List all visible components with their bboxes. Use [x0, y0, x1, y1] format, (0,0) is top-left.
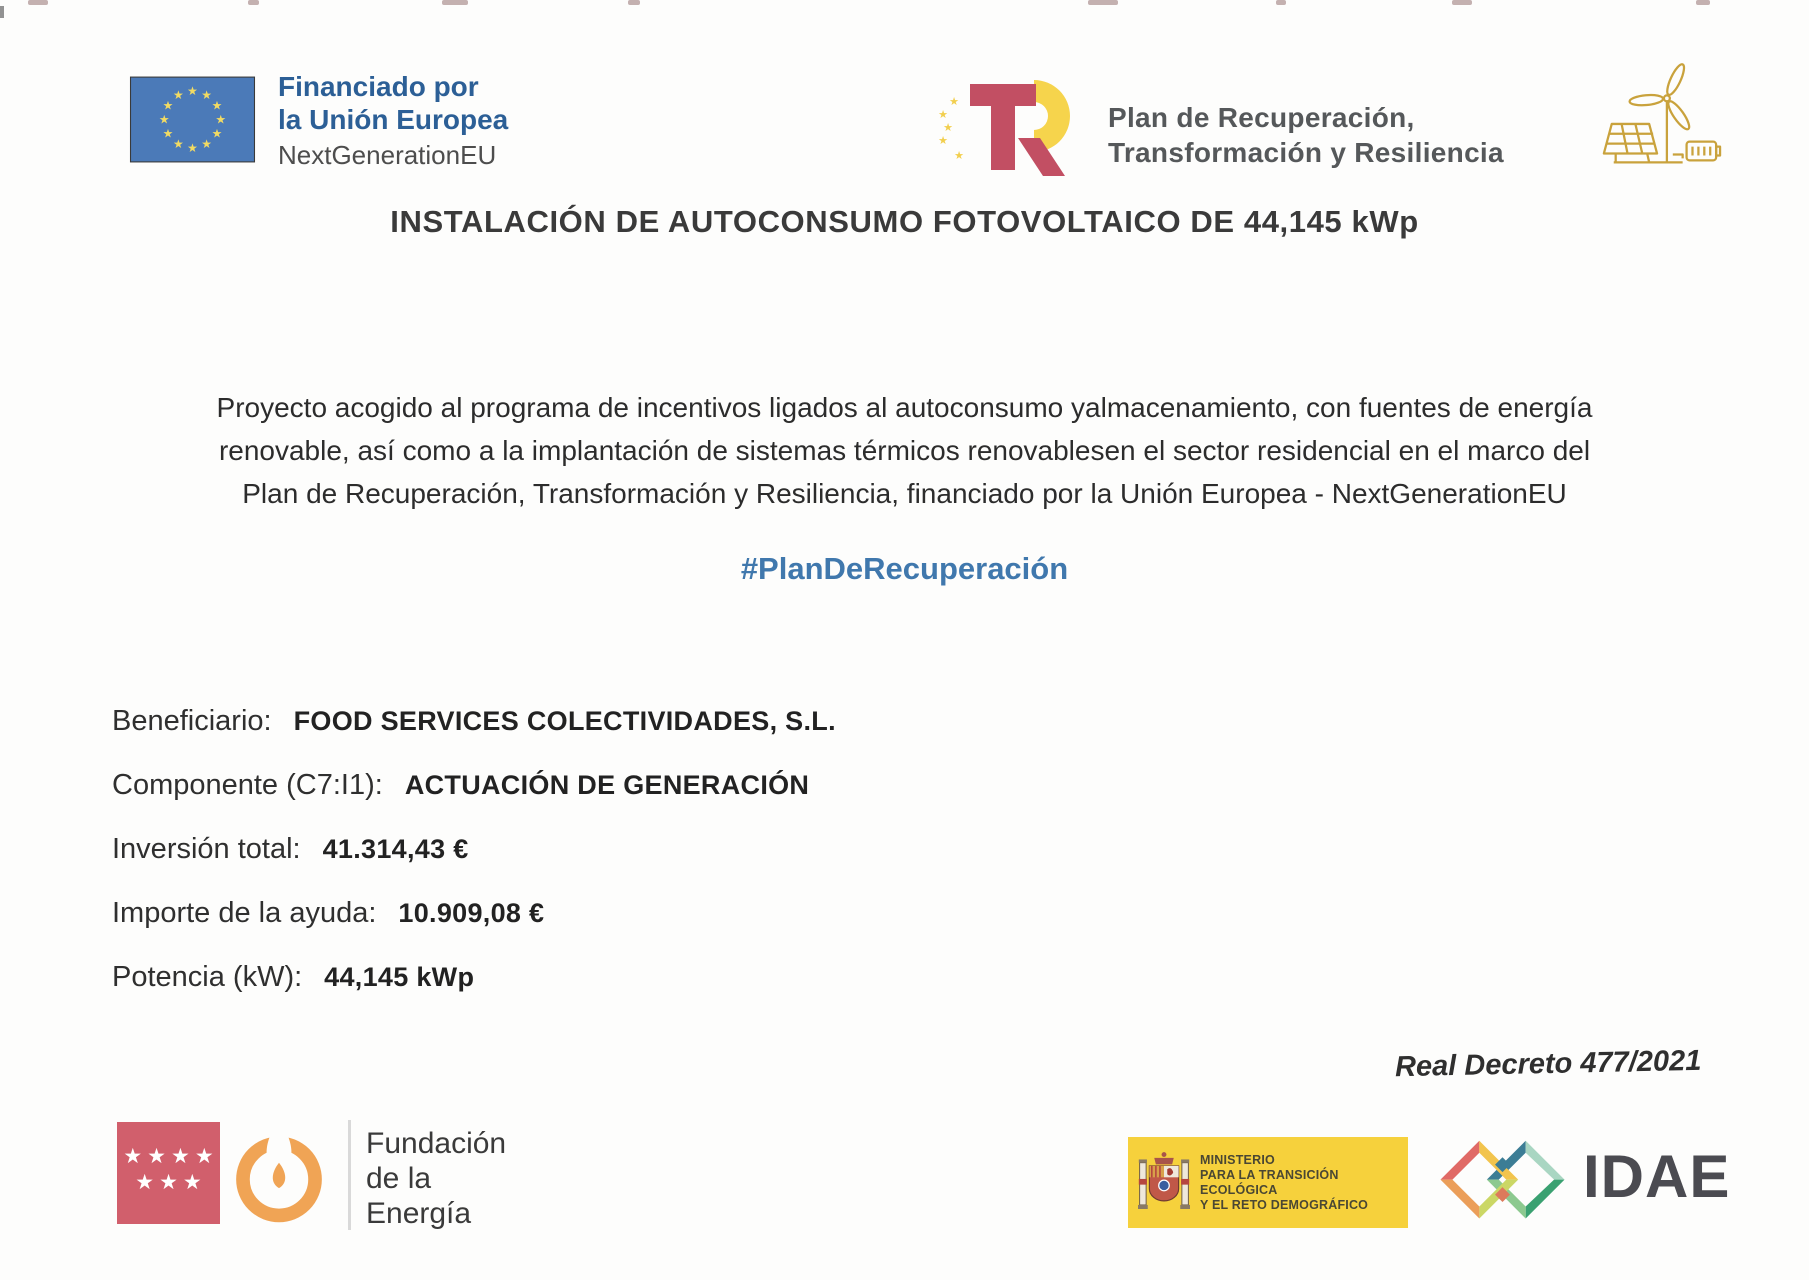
field-value: 44,145 kWp: [324, 962, 475, 992]
field-label: Componente (C7:I1):: [112, 769, 383, 801]
spain-coat-of-arms-icon: [1138, 1147, 1190, 1219]
fundacion-line2: de la: [366, 1162, 432, 1195]
project-fields: [112, 705, 836, 1025]
field-row-importe: [112, 897, 836, 928]
idae-label: IDAE: [1583, 1143, 1731, 1210]
idae-logo-icon: [1433, 1130, 1575, 1230]
ministerio-line2: PARA LA TRANSICIÓN ECOLÓGICA: [1200, 1167, 1339, 1197]
description-line2: renovable, así como a la implantación de sistemas térmicos renovablesen el sector residencial en el marco del: [218, 435, 1591, 466]
field-label: Inversión total:: [112, 833, 301, 865]
prtr-line1: Plan de Recuperación,: [1108, 102, 1415, 133]
field-value: ACTUACIÓN DE GENERACIÓN: [404, 770, 810, 800]
document-title: INSTALACIÓN DE AUTOCONSUMO FOTOVOLTAICO DE 44,145 kWp: [390, 204, 1419, 239]
field-row-beneficiario: [112, 705, 836, 736]
eu-flag-star-icon: ★: [201, 88, 212, 103]
eu-flag-star-icon: ★: [211, 98, 223, 113]
fundacion-energia-icon: [230, 1118, 328, 1230]
eu-flag-star-icon: ★: [158, 112, 170, 127]
eu-funding-line3: NextGenerationEU: [278, 140, 497, 170]
eu-flag-star-icon: ★: [201, 136, 212, 151]
field-row-componente: [112, 769, 836, 800]
prtr-line2: Transformación y Resiliencia: [1108, 137, 1504, 168]
hashtag: #PlanDeRecuperación: [740, 551, 1069, 586]
eu-flag-star-icon: ★: [162, 98, 174, 113]
eu-flag-star-icon: ★: [187, 140, 198, 155]
decree-reference: Real Decreto 477/2021: [1394, 1044, 1702, 1084]
ministerio-line3: Y EL RETO DEMOGRÁFICO: [1200, 1197, 1369, 1212]
madrid-flag-logo: [117, 1122, 220, 1224]
scan-corner-mark: [0, 6, 4, 18]
field-row-potencia: [112, 961, 836, 992]
field-value: FOOD SERVICES COLECTIVIDADES, S.L.: [293, 706, 836, 736]
logo-divider: [348, 1120, 351, 1230]
prtr-star-icon: ★: [938, 135, 948, 147]
field-label: Potencia (kW):: [112, 961, 303, 993]
prtr-star-icon: ★: [949, 96, 959, 108]
fundacion-line1: Fundación: [366, 1127, 507, 1160]
ministerio-label: [1200, 1153, 1408, 1213]
ministerio-line1: MINISTERIO: [1200, 1152, 1275, 1167]
fundacion-line3: Energía: [366, 1197, 472, 1230]
description-line1: Proyecto acogido al programa de incentivos ligados al autoconsumo yalmacenamiento, con fuentes de energía: [216, 392, 1593, 423]
field-row-inversion: [112, 833, 836, 864]
field-label: Beneficiario:: [112, 705, 272, 737]
eu-funding-line2: la Unión Europea: [278, 104, 509, 135]
prtr-star-icon: ★: [954, 150, 964, 162]
eu-flag-star-icon: ★: [187, 84, 198, 99]
field-value: 10.909,08 €: [398, 898, 545, 928]
eu-flag-star-icon: ★: [215, 112, 227, 127]
eu-flag-star-icon: ★: [162, 126, 174, 141]
eu-flag-icon: [127, 76, 258, 163]
field-label: Importe de la ayuda:: [112, 897, 377, 929]
eu-funding-text: [278, 70, 508, 172]
description-line3: Plan de Recuperación, Transformación y Resiliencia, financiado por la Unión Europea - NextGenerationEU: [242, 478, 1567, 509]
madrid-stars-row1: ★★★★: [123, 1145, 219, 1168]
eu-flag-star-icon: ★: [173, 88, 184, 103]
eu-flag-star-icon: ★: [211, 126, 223, 141]
ministerio-logo: [1128, 1137, 1408, 1228]
prtr-star-icon: ★: [938, 109, 948, 121]
field-value: 41.314,43 €: [322, 834, 469, 864]
renewable-energy-icon: [1596, 56, 1724, 184]
eu-funding-line1: Financiado por: [278, 71, 479, 102]
prtr-logo-icon: [938, 66, 1070, 178]
madrid-stars-row2: ★★★: [135, 1171, 207, 1194]
prtr-text: [1108, 100, 1504, 170]
project-description: [90, 386, 1719, 515]
fundacion-energia-label: [366, 1126, 506, 1231]
eu-flag-star-icon: ★: [173, 136, 184, 151]
prtr-star-icon: ★: [943, 122, 953, 134]
